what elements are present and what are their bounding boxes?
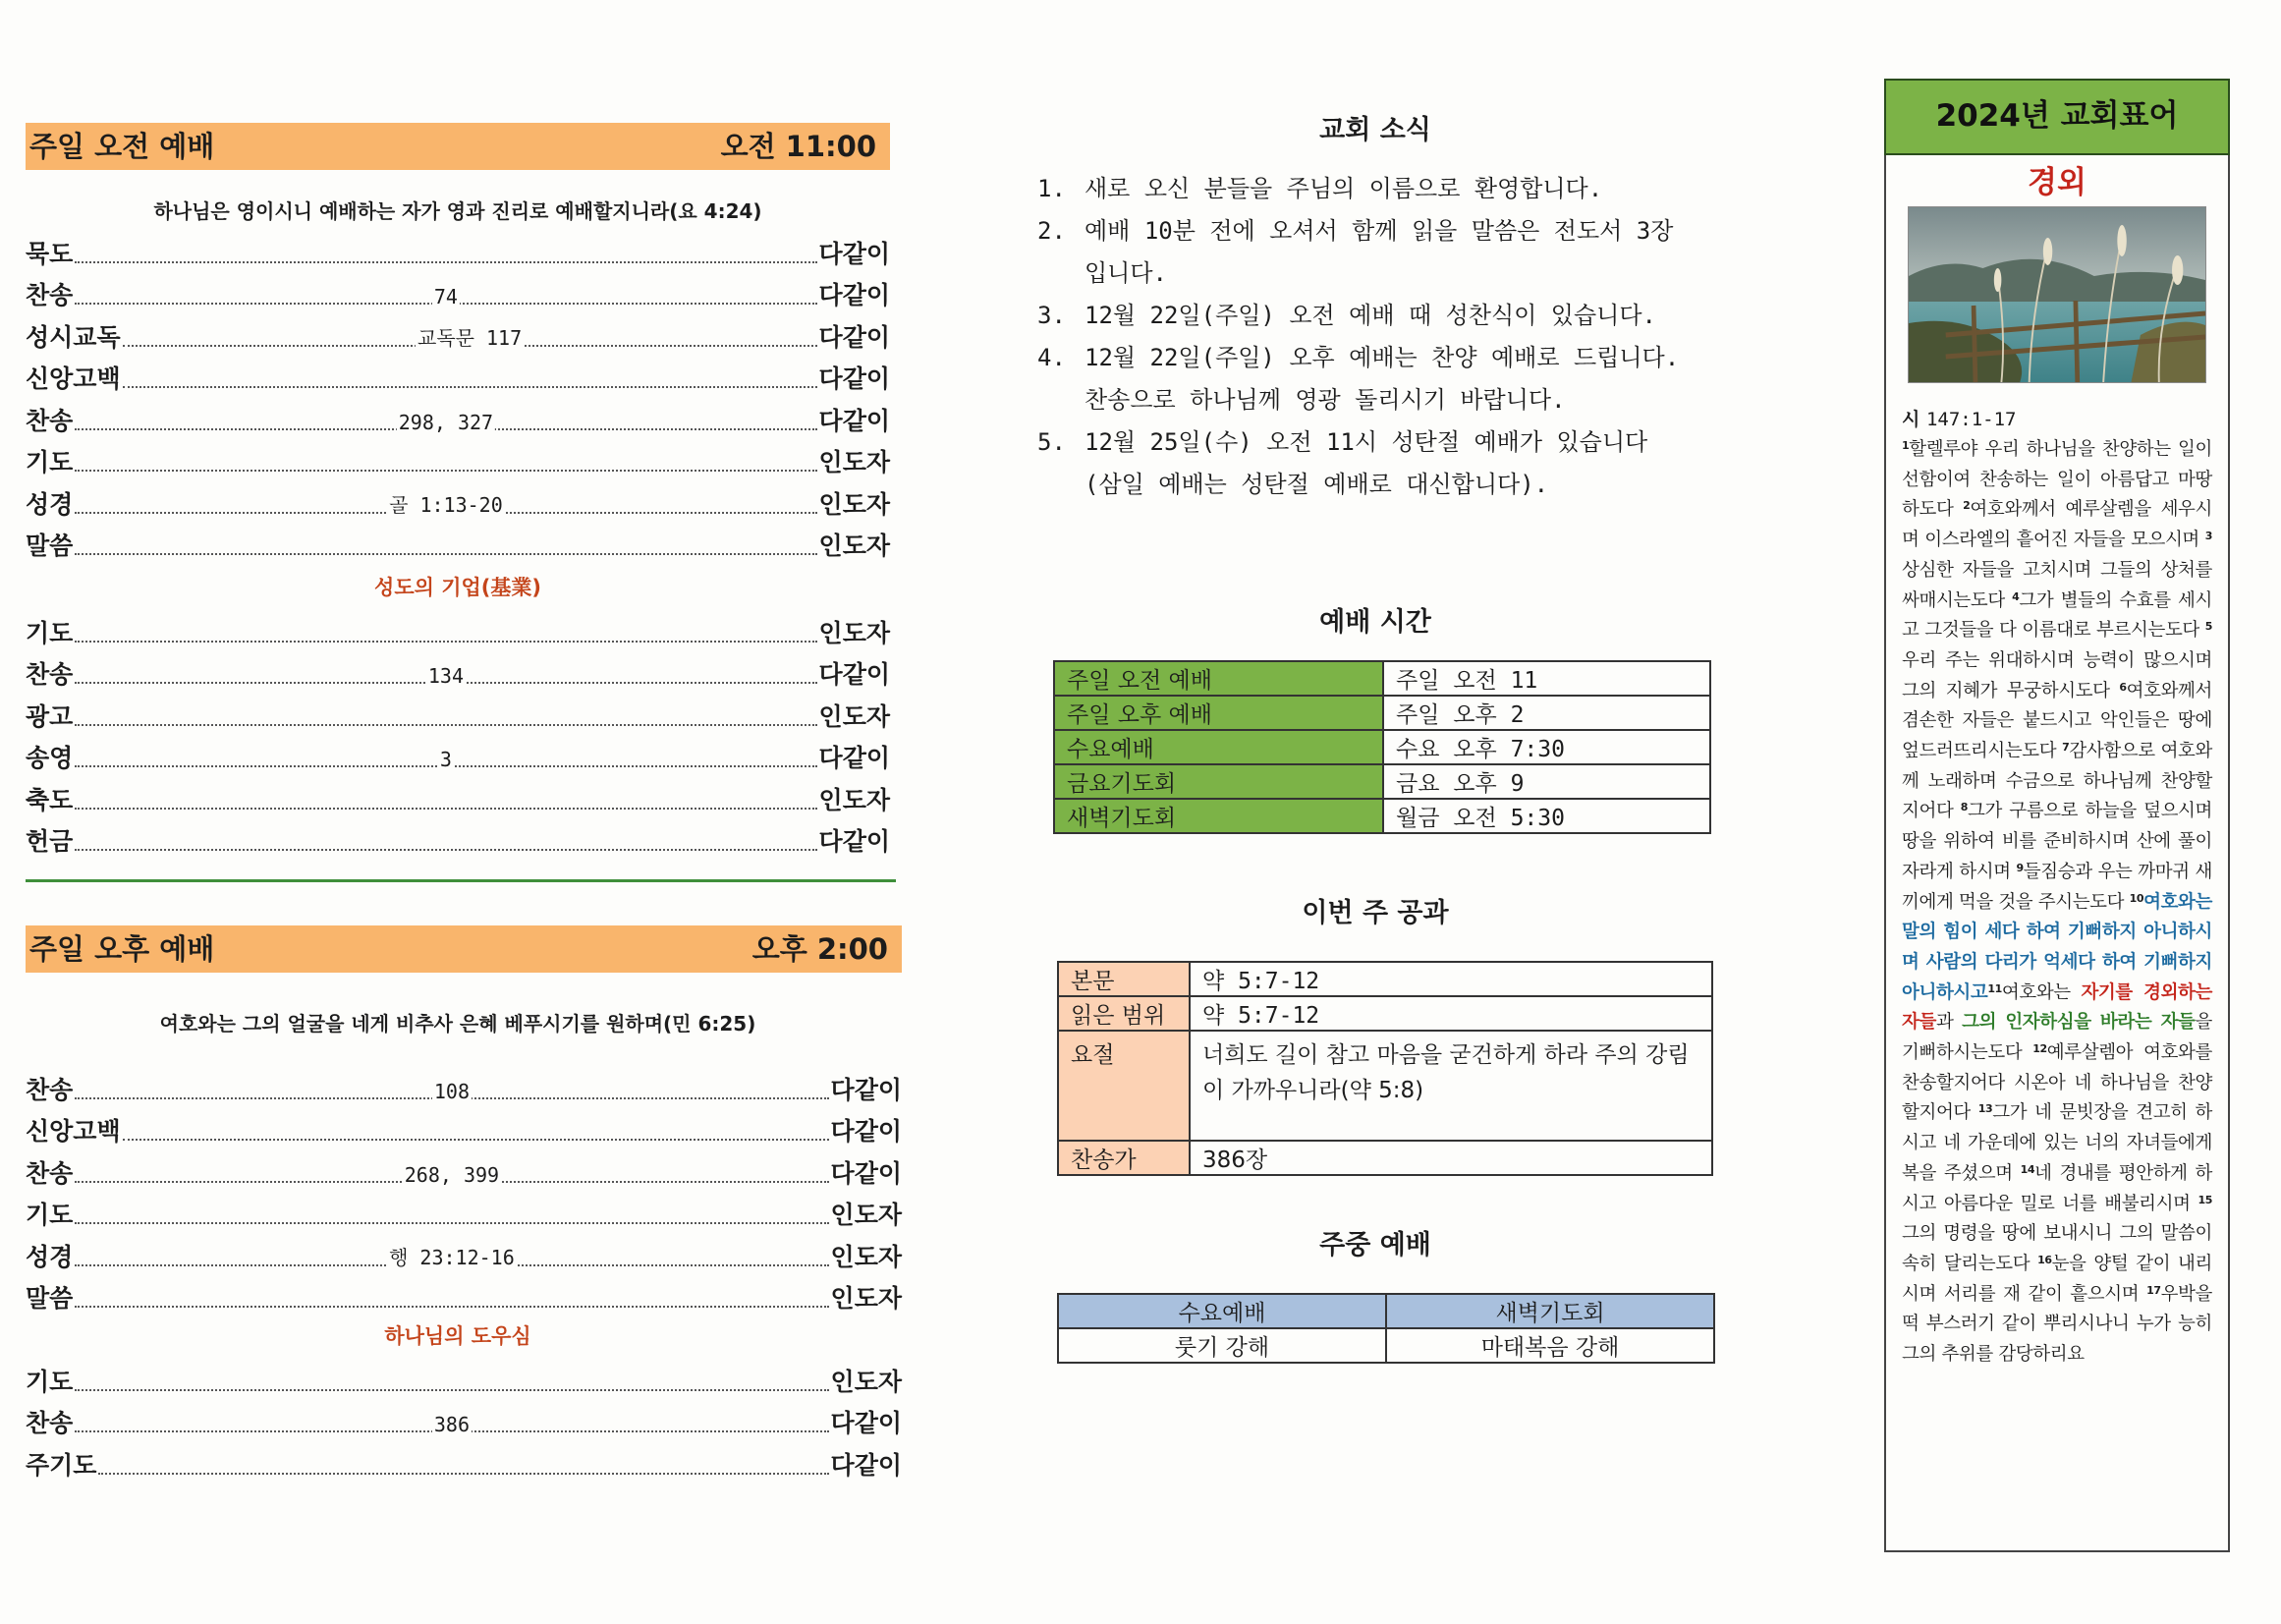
order-role: 인도자 [818, 618, 890, 647]
order-row [26, 1064, 902, 1106]
lesson-label: 읽은 범위 [1058, 996, 1190, 1031]
dot-leader [75, 410, 816, 434]
midweek-value-row [1058, 1328, 1714, 1363]
order-value: 134 [427, 664, 464, 688]
order-row [26, 270, 890, 312]
order-value: 골 1:13-20 [387, 489, 505, 518]
order-label: 묵도 [26, 239, 74, 268]
order-label: 성경 [26, 1242, 74, 1271]
order-role: 다같이 [830, 1075, 902, 1104]
midweek-header-dawn: 새벽기도회 [1386, 1294, 1714, 1328]
dot-leader [75, 748, 816, 771]
verse-number: 6 [2119, 680, 2127, 694]
lesson-value: 약 5:7-12 [1190, 962, 1712, 996]
order-role: 다같이 [818, 744, 890, 772]
verse-number: 17 [2146, 1283, 2161, 1297]
verse-text: 우리 주는 위대하시며 능력이 많으시며 그의 지혜가 무궁하시도다 [1902, 649, 2212, 701]
lesson-value: 약 5:7-12 [1190, 996, 1712, 1031]
service-name: 주일 오전 예배 [1054, 661, 1383, 696]
order-row [26, 228, 890, 270]
dot-leader [75, 492, 816, 517]
verse-text: 자기를 경외하는 자들 [1902, 981, 2212, 1034]
order-row [26, 607, 890, 649]
order-row [26, 1190, 902, 1232]
motto-box [1884, 155, 2230, 1552]
lesson-label: 본문 [1058, 962, 1190, 996]
order-row [26, 1148, 902, 1190]
news-number [1037, 252, 1085, 295]
order-label: 성시교독 [26, 322, 121, 352]
order-role: 인도자 [818, 532, 890, 560]
order-value: 108 [433, 1079, 470, 1103]
order-row [26, 311, 890, 354]
lesson-title: 이번 주 공과 [1302, 898, 1449, 928]
verse-text: 여호와께서 예루살렘을 세우시며 이스라엘의 흩어진 자들을 모으시며 [1902, 499, 2212, 551]
order-value: 268, 399 [404, 1162, 500, 1187]
service-time-row [1054, 799, 1710, 833]
news-text: (삼일 예배는 성탄절 예배로 대신합니다). [1085, 471, 1549, 498]
news-number: 1. [1037, 175, 1066, 202]
news-item [1037, 421, 1729, 464]
order-role: 인도자 [830, 1201, 902, 1229]
order-role: 다같이 [830, 1409, 902, 1437]
order-label: 찬송 [26, 1158, 74, 1188]
dot-leader [75, 1162, 828, 1187]
order-row [26, 354, 890, 396]
verse-text: 감사함으로 여호와께 노래하며 수금으로 하나님께 찬양할지어다 [1902, 741, 2212, 822]
morning-order-list [26, 228, 890, 562]
order-role: 인도자 [818, 448, 890, 476]
news-item [1037, 337, 1729, 379]
verse-text: 상심한 자들을 고치시며 그들의 상처를 싸매시는도다 [1902, 559, 2212, 611]
order-label: 찬송 [26, 281, 74, 309]
scripture-text [1902, 435, 2212, 1371]
service-times-table [1053, 660, 1711, 834]
verse-number: 15 [2198, 1193, 2212, 1206]
verse-number: 14 [2020, 1162, 2035, 1176]
midweek-value-dawn: 마태복음 강해 [1386, 1328, 1714, 1363]
order-label: 말씀 [26, 1284, 74, 1313]
news-text: 새로 오신 분들을 주님의 이름으로 환영합니다. [1085, 175, 1603, 202]
order-role: 인도자 [818, 785, 890, 814]
order-label: 찬송 [26, 1409, 74, 1437]
lesson-row [1058, 1031, 1712, 1141]
news-text: 12월 22일(주일) 오후 예배는 찬양 예배로 드립니다. [1085, 344, 1680, 371]
news-item [1037, 252, 1729, 295]
dot-leader [75, 1413, 828, 1436]
verse-number: 2 [1963, 499, 1971, 513]
service-name: 새벽기도회 [1054, 799, 1383, 833]
order-label: 기도 [26, 448, 74, 476]
dot-leader [75, 641, 816, 643]
order-label: 신앙고백 [26, 1117, 121, 1146]
scripture-chapter-verse: 147:1-17 [1925, 409, 2017, 430]
morning-order-list-2 [26, 607, 890, 858]
order-role: 인도자 [830, 1242, 902, 1271]
verse-text: 여호와는 말의 힘이 세다 하여 기뻐하지 아니하시며 사람의 다리가 억세다 하여 기뻐하지 아니하시고 [1902, 891, 2212, 1003]
order-label: 송영 [26, 744, 74, 772]
dot-leader [75, 1389, 828, 1391]
left-column [26, 123, 902, 1482]
news-number: 5. [1037, 428, 1066, 456]
verse-number: 11 [1987, 981, 2002, 995]
service-time: 월금 오전 5:30 [1383, 799, 1710, 833]
midweek-value-wednesday: 룻기 강해 [1058, 1328, 1386, 1363]
dot-leader [75, 1245, 828, 1269]
order-row [26, 1356, 902, 1398]
news-item [1037, 464, 1729, 506]
service-name: 수요예배 [1054, 730, 1383, 764]
news-text: 예배 10분 전에 오셔서 함께 읽을 말씀은 전도서 3장 [1085, 217, 1674, 245]
order-row [26, 1398, 902, 1440]
order-label: 광고 [26, 701, 74, 731]
verse-number: 9 [2016, 861, 2024, 874]
verse-number: 1 [1902, 439, 1910, 452]
lesson-row [1058, 1141, 1712, 1175]
dot-leader [75, 1222, 828, 1224]
verse-number: 4 [2012, 589, 2020, 603]
verse-number: 5 [2204, 620, 2212, 634]
dot-leader [75, 261, 816, 263]
order-row [26, 691, 890, 733]
order-row [26, 395, 890, 437]
verse-number: 10 [2129, 891, 2144, 905]
dot-leader [75, 1306, 828, 1308]
right-column [1884, 79, 2230, 1552]
afternoon-order-list [26, 1064, 902, 1315]
verse-number: 3 [2204, 530, 2212, 543]
verse-text: 그가 구름으로 하늘을 덮으시며 땅을 위하여 비를 준비하시며 산에 풀이 자라게 하시며 [1902, 801, 2212, 882]
service-time: 주일 오후 2 [1383, 696, 1710, 730]
verse-text: 예루살렘아 여호와를 찬송할지어다 시온아 네 하나님을 찬양할지어다 [1902, 1042, 2212, 1124]
order-role: 인도자 [830, 1367, 902, 1396]
scripture-book: 시 [1902, 409, 1920, 430]
landscape-photo-image [1909, 207, 2205, 382]
morning-verse: 하나님은 영이시니 예배하는 자가 영과 진리로 예배할지니라(요 4:24) [153, 199, 762, 223]
news-text: 12월 25일(수) 오전 11시 성탄절 예배가 있습니다 [1085, 428, 1648, 456]
order-row [26, 649, 890, 692]
dot-leader [75, 285, 816, 308]
afternoon-service-title: 주일 오후 예배 [29, 932, 215, 966]
midweek-header-wednesday: 수요예배 [1058, 1294, 1386, 1328]
verse-number: 7 [2062, 741, 2070, 755]
verse-text: 그의 인자하심을 바라는 자들 [1962, 1012, 2196, 1034]
news-number: 2. [1037, 217, 1066, 245]
dot-leader [123, 325, 817, 350]
news-list [1037, 168, 1729, 506]
order-role: 다같이 [818, 322, 890, 352]
verse-text: 들짐승과 우는 까마귀 새끼에게 먹을 것을 주시는도다 [1902, 861, 2213, 913]
order-row [26, 733, 890, 775]
morning-sermon-title: 성도의 기업(基業) [374, 576, 541, 599]
order-value: 298, 327 [398, 410, 494, 434]
dot-leader [75, 1079, 828, 1103]
middle-column [1022, 108, 1729, 1364]
verse-text: 눈을 양털 같이 내리시며 서리를 재 같이 흩으시며 [1902, 1253, 2212, 1305]
order-row [26, 1231, 902, 1273]
dot-leader [75, 808, 816, 810]
service-time: 수요 오후 7:30 [1383, 730, 1710, 764]
news-number [1037, 379, 1085, 421]
news-item [1037, 379, 1729, 421]
news-item [1037, 210, 1729, 252]
order-row [26, 437, 890, 479]
lesson-label: 요절 [1058, 1031, 1190, 1141]
service-times-title: 예배 시간 [1319, 607, 1431, 638]
verse-text: 할렐루야 우리 하나님을 찬양하는 일이 선함이여 찬송하는 일이 아름답고 마땅하도다 [1902, 439, 2212, 521]
verse-number: 12 [2032, 1042, 2047, 1056]
news-item [1037, 295, 1729, 337]
motto-title: 2024년 교회표어 [1884, 79, 2230, 155]
order-row [26, 478, 890, 521]
order-role: 인도자 [818, 701, 890, 731]
verse-text: 우박을 떡 부스러기 같이 뿌리시나니 누가 능히 그의 추위를 감당하리요 [1902, 1283, 2212, 1366]
order-role: 다같이 [830, 1450, 902, 1480]
order-row [26, 1439, 902, 1482]
verse-text: 여호와께서 겸손한 자들은 붙드시고 악인들은 땅에 엎드러뜨리시는도다 [1902, 680, 2212, 762]
order-label: 기도 [26, 1201, 74, 1229]
landscape-photo [1908, 206, 2206, 383]
lesson-table [1057, 961, 1713, 1176]
verse-text: 그가 네 문빗장을 견고히 하시고 네 가운데에 있는 너의 자녀들에게 복을 주셨으며 [1902, 1102, 2212, 1184]
section-divider [26, 879, 896, 882]
lesson-value: 너희도 길이 참고 마음을 굳건하게 하라 주의 강림이 가까우니라(약 5:8) [1190, 1031, 1712, 1141]
order-role: 다같이 [830, 1117, 902, 1146]
verse-text: 여호와는 [2001, 981, 2082, 1003]
order-row [26, 521, 890, 563]
midweek-table [1057, 1293, 1715, 1364]
service-time-row [1054, 696, 1710, 730]
order-role: 다같이 [818, 660, 890, 689]
service-time-row [1054, 730, 1710, 764]
verse-number: 16 [2037, 1253, 2052, 1266]
order-role: 인도자 [818, 489, 890, 519]
order-label: 찬송 [26, 660, 74, 689]
service-time-row [1054, 661, 1710, 696]
order-label: 헌금 [26, 827, 74, 856]
midweek-title: 주중 예배 [1319, 1230, 1431, 1260]
service-time: 주일 오전 11 [1383, 661, 1710, 696]
lesson-row [1058, 962, 1712, 996]
dot-leader [98, 1473, 828, 1475]
dot-leader [123, 386, 817, 388]
news-number: 4. [1037, 344, 1066, 371]
motto-word: 경외 [2028, 165, 2086, 200]
order-role: 다같이 [818, 406, 890, 435]
verse-text: 그가 별들의 수효를 세시고 그것들을 다 이름대로 부르시는도다 [1902, 589, 2212, 642]
service-time-row [1054, 764, 1710, 799]
afternoon-service-header [26, 925, 902, 973]
verse-number: 13 [1977, 1102, 1993, 1116]
afternoon-sermon-title: 하나님의 도우심 [384, 1324, 531, 1348]
news-number: 3. [1037, 302, 1066, 329]
lesson-value: 386장 [1190, 1141, 1712, 1175]
order-label: 축도 [26, 785, 74, 814]
news-number [1037, 464, 1085, 506]
dot-leader [75, 553, 816, 555]
service-name: 주일 오후 예배 [1054, 696, 1383, 730]
dot-leader [75, 724, 816, 726]
order-role: 다같이 [818, 281, 890, 309]
scripture-reference [1902, 405, 2212, 435]
order-value: 386 [433, 1413, 470, 1436]
order-role: 다같이 [818, 827, 890, 856]
order-role: 다같이 [818, 364, 890, 393]
news-text: 12월 22일(주일) 오전 예배 때 성찬식이 있습니다. [1085, 302, 1656, 329]
order-row [26, 774, 890, 816]
order-label: 주기도 [26, 1450, 97, 1480]
order-label: 말씀 [26, 532, 74, 560]
afternoon-verse: 여호와는 그의 얼굴을 네게 비추사 은혜 베푸시기를 원하며(민 6:25) [159, 1012, 756, 1036]
order-role: 인도자 [830, 1284, 902, 1313]
order-label: 기도 [26, 1367, 74, 1396]
news-title: 교회 소식 [1319, 115, 1431, 145]
order-row [26, 816, 890, 859]
order-label: 성경 [26, 489, 74, 519]
order-value: 교독문 117 [416, 322, 524, 351]
verse-text: 을 기뻐하시는도다 [1902, 1012, 2213, 1064]
service-name: 금요기도회 [1054, 764, 1383, 799]
verse-text: 그의 명령을 땅에 보내시니 그의 말씀이 속히 달리는도다 [1902, 1223, 2212, 1274]
order-value: 74 [433, 285, 458, 308]
order-label: 신앙고백 [26, 364, 121, 393]
order-role: 다같이 [830, 1158, 902, 1188]
order-value: 3 [439, 748, 452, 771]
order-value: 행 23:12-16 [387, 1242, 517, 1270]
afternoon-order-list-2 [26, 1356, 902, 1482]
news-text: 입니다. [1085, 259, 1168, 287]
midweek-header-row [1058, 1294, 1714, 1328]
morning-service-time: 오전 11:00 [720, 130, 876, 163]
order-label: 찬송 [26, 406, 74, 435]
lesson-label: 찬송가 [1058, 1141, 1190, 1175]
order-label: 찬송 [26, 1075, 74, 1104]
verse-number: 8 [1960, 801, 1968, 814]
order-row [26, 1273, 902, 1316]
verse-text: 과 [1935, 1012, 1963, 1034]
dot-leader [123, 1139, 829, 1141]
verse-text: 네 경내를 평안하게 하시고 아름다운 밀로 너를 배불리시며 [1902, 1162, 2212, 1214]
news-item [1037, 168, 1729, 210]
dot-leader [75, 849, 816, 851]
service-time: 금요 오후 9 [1383, 764, 1710, 799]
dot-leader [75, 470, 816, 472]
order-role: 다같이 [818, 239, 890, 268]
news-text: 찬송으로 하나님께 영광 돌리시기 바랍니다. [1085, 386, 1566, 414]
afternoon-service-time: 오후 2:00 [751, 932, 888, 966]
dot-leader [75, 664, 816, 688]
morning-service-header [26, 123, 890, 170]
morning-service-title: 주일 오전 예배 [29, 130, 215, 163]
order-label: 기도 [26, 618, 74, 647]
order-row [26, 1106, 902, 1148]
lesson-row [1058, 996, 1712, 1031]
